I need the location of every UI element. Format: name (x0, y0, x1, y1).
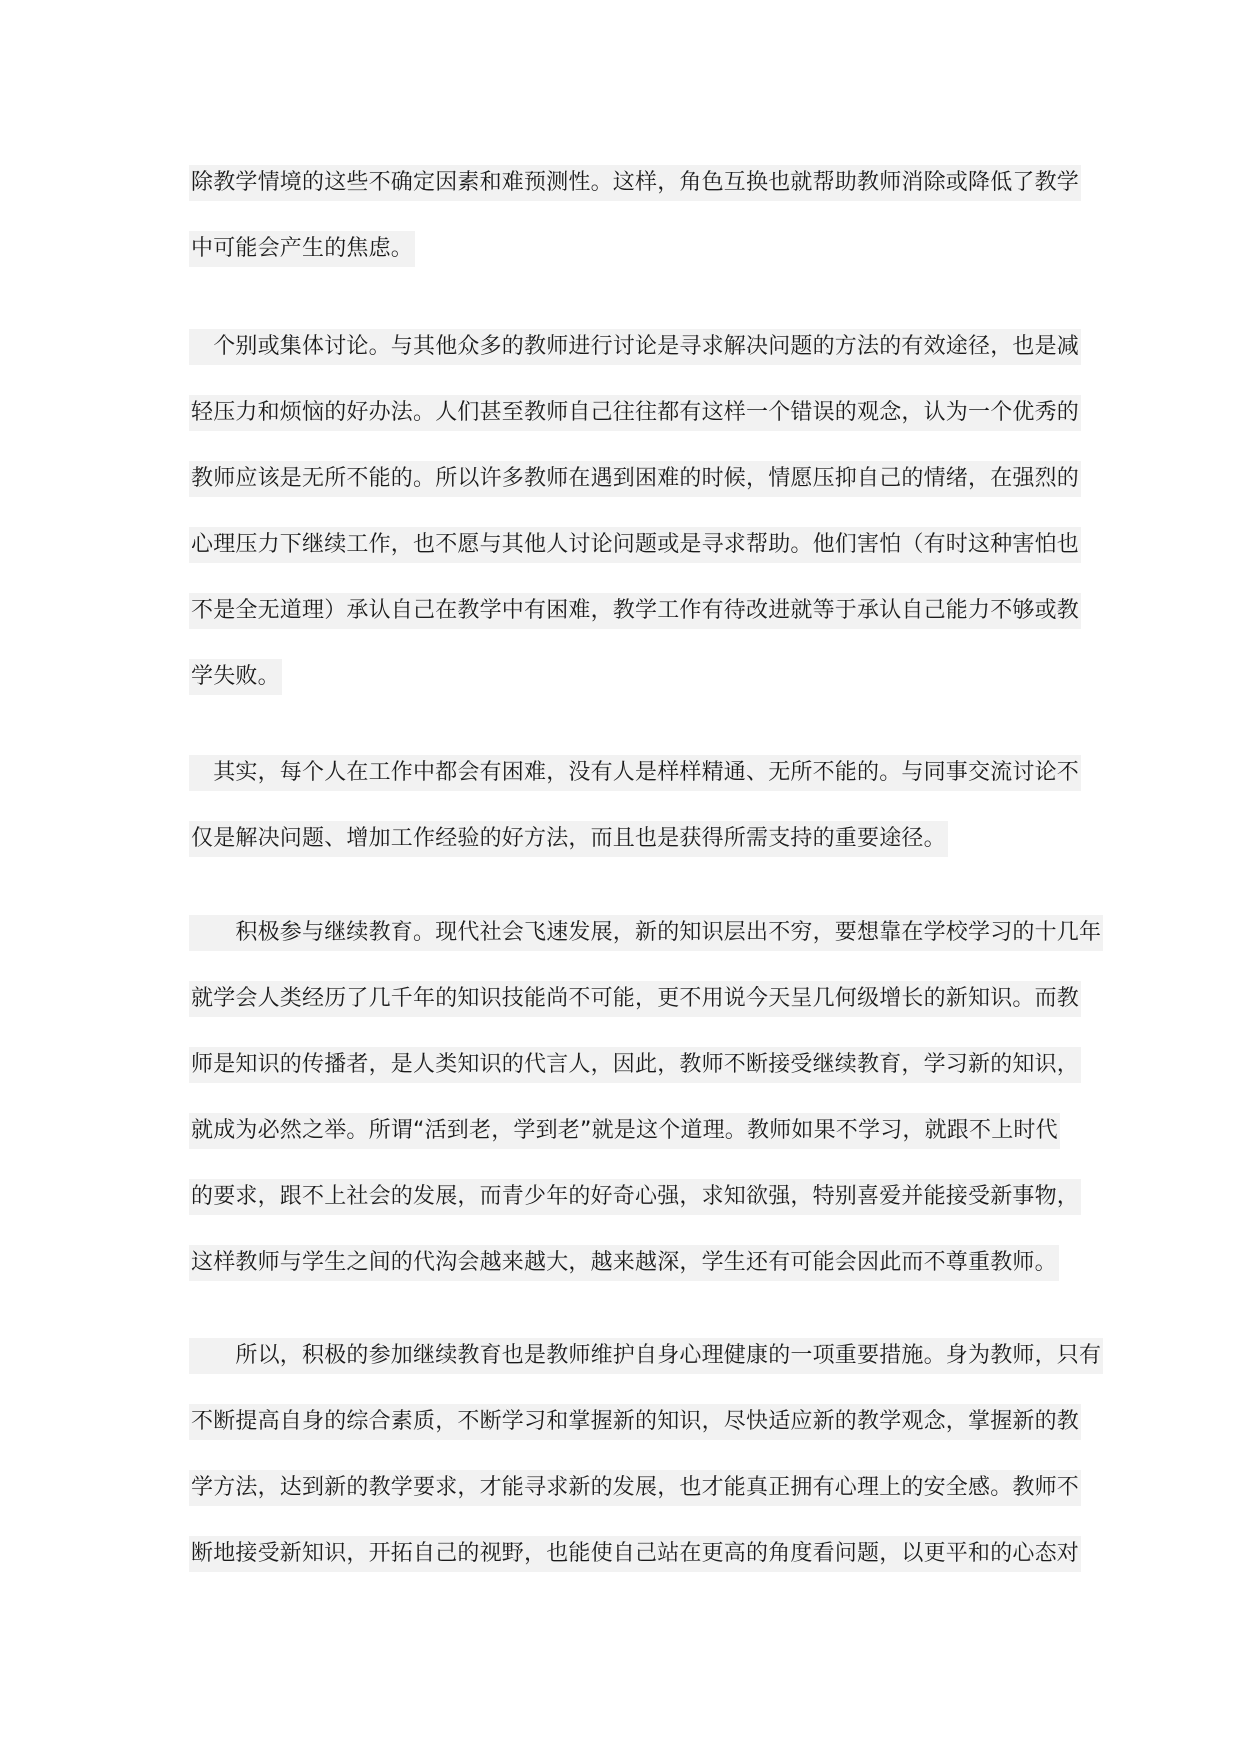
text-line (189, 1179, 1080, 1245)
text-line (189, 755, 1080, 821)
line-text: 其实，每个人在工作中都会有困难，没有人是样样精通、无所不能的。与同事交流讨论不 (189, 755, 1081, 791)
line-text: 中可能会产生的焦虑。 (189, 231, 415, 267)
paragraph-4 (189, 915, 1102, 1311)
text-line (189, 395, 1080, 461)
line-text: 学失败。 (189, 659, 282, 695)
line-text: 仅是解决问题、增加工作经验的好方法，而且也是获得所需支持的重要途径。 (189, 821, 948, 857)
line-text: 不是全无道理）承认自己在教学中有困难，教学工作有待改进就等于承认自己能力不够或教 (189, 593, 1081, 629)
paragraph-3 (189, 755, 1080, 887)
line-text: 就学会人类经历了几千年的知识技能尚不可能，更不用说今天呈几何级增长的新知识。而教 (189, 981, 1081, 1017)
text-line (189, 1470, 1080, 1536)
text-line (189, 231, 1069, 297)
text-line (189, 1404, 1080, 1470)
text-line (189, 1338, 1102, 1404)
line-text: 教师应该是无所不能的。所以许多教师在遇到困难的时候，情愿压抑自己的情绪，在强烈的 (189, 461, 1081, 497)
line-text: 这样教师与学生之间的代沟会越来越大，越来越深，学生还有可能会因此而不尊重教师。 (189, 1245, 1059, 1281)
paragraph-5 (189, 1338, 1102, 1602)
text-line (189, 1245, 1069, 1311)
text-line (189, 821, 1069, 887)
text-line (189, 1536, 1080, 1602)
text-line (189, 165, 1080, 231)
text-line (189, 981, 1080, 1047)
text-line (189, 461, 1080, 527)
line-text: 师是知识的传播者，是人类知识的代言人，因此，教师不断接受继续教育，学习新的知识， (189, 1047, 1081, 1083)
text-line (189, 527, 1080, 593)
text-line (189, 1113, 1069, 1179)
line-text: 个别或集体讨论。与其他众多的教师进行讨论是寻求解决问题的方法的有效途径，也是减 (189, 329, 1081, 365)
line-text: 学方法，达到新的教学要求，才能寻求新的发展，也才能真正拥有心理上的安全感。教师不 (189, 1470, 1081, 1506)
line-text: 就成为必然之举。所谓“活到老，学到老”就是这个道理。教师如果不学习，就跟不上时代 (189, 1113, 1060, 1149)
text-line (189, 915, 1102, 981)
paragraph-1 (189, 165, 1080, 297)
line-text: 轻压力和烦恼的好办法。人们甚至教师自己往往都有这样一个错误的观念，认为一个优秀的 (189, 395, 1081, 431)
text-line (189, 659, 1069, 725)
line-text: 的要求，跟不上社会的发展，而青少年的好奇心强，求知欲强，特别喜爱并能接受新事物， (189, 1179, 1081, 1215)
text-line (189, 593, 1080, 659)
text-line (189, 329, 1080, 395)
line-text: 除教学情境的这些不确定因素和难预测性。这样，角色互换也就帮助教师消除或降低了教学 (189, 165, 1081, 201)
line-text: 所以，积极的参加继续教育也是教师维护自身心理健康的一项重要措施。身为教师，只有 (189, 1338, 1103, 1374)
line-text: 积极参与继续教育。现代社会飞速发展，新的知识层出不穷，要想靠在学校学习的十几年 (189, 915, 1103, 951)
text-line (189, 1047, 1080, 1113)
line-text: 心理压力下继续工作，也不愿与其他人讨论问题或是寻求帮助。他们害怕（有时这种害怕也 (189, 527, 1081, 563)
paragraph-2 (189, 329, 1080, 725)
line-text: 不断提高自身的综合素质，不断学习和掌握新的知识，尽快适应新的教学观念，掌握新的教 (189, 1404, 1081, 1440)
line-text: 断地接受新知识，开拓自己的视野，也能使自己站在更高的角度看问题，以更平和的心态对 (189, 1536, 1081, 1572)
